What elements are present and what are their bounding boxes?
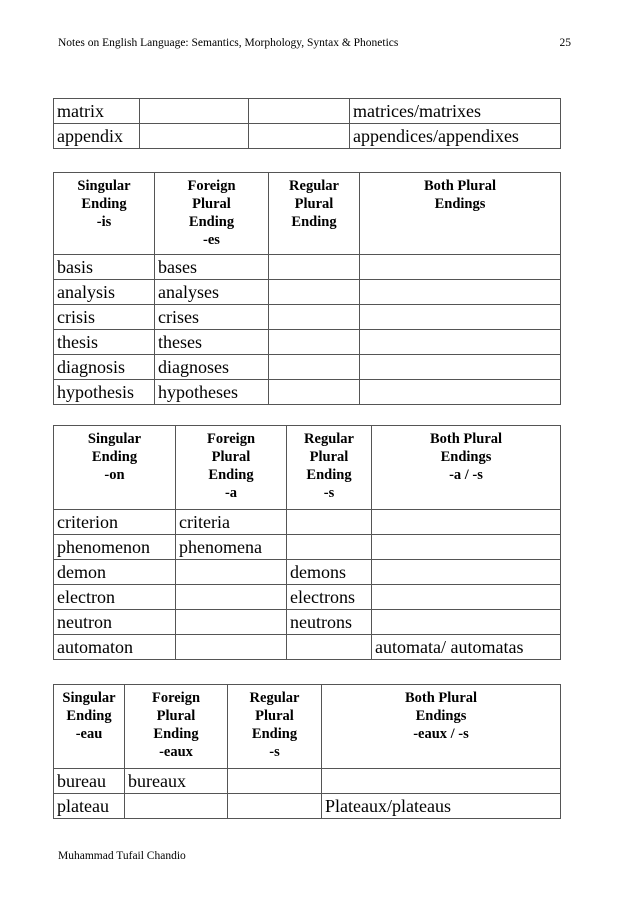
table-cell <box>269 380 360 405</box>
column-header <box>228 685 322 769</box>
header-row <box>54 173 561 255</box>
column-header-line: Ending <box>91 449 138 465</box>
column-header-line: Regular <box>304 431 354 447</box>
table-cell: matrix <box>54 99 140 124</box>
table-row <box>54 305 561 330</box>
column-header-line: Ending <box>81 196 127 212</box>
column-header-line: Plural <box>255 708 294 724</box>
column-header-line: Endings <box>440 449 492 465</box>
table-cell: demon <box>54 560 176 585</box>
table-row <box>54 124 561 149</box>
table-row <box>54 255 561 280</box>
table-cell <box>176 560 287 585</box>
plural-table-is <box>53 172 561 405</box>
table-cell <box>287 635 372 660</box>
column-header <box>287 426 372 510</box>
column-header <box>155 173 269 255</box>
page-header <box>58 37 574 53</box>
table-row <box>54 355 561 380</box>
table-cell <box>269 255 360 280</box>
column-header <box>360 173 561 255</box>
column-header-line: -is <box>96 214 112 230</box>
table-cell <box>360 305 561 330</box>
table-cell <box>176 635 287 660</box>
table-cell <box>372 560 561 585</box>
column-header-line: Regular <box>289 178 339 194</box>
column-header-line: Endings <box>415 708 467 724</box>
table-cell: phenomenon <box>54 535 176 560</box>
table-cell: electrons <box>287 585 372 610</box>
table-cell: appendices/appendixes <box>350 124 561 149</box>
table-row <box>54 585 561 610</box>
column-header-line: Ending <box>66 708 112 724</box>
column-header <box>322 685 561 769</box>
table-cell <box>125 794 228 819</box>
column-header-line: Plural <box>192 196 231 212</box>
column-header-line: Ending <box>251 726 298 742</box>
table-cell <box>360 255 561 280</box>
table-cell <box>140 124 249 149</box>
column-header-line: -eaux <box>159 744 193 760</box>
table-row <box>54 280 561 305</box>
table-cell <box>269 355 360 380</box>
table-cell <box>228 769 322 794</box>
column-header-line: -eaux / -s <box>413 726 469 742</box>
table-cell: bureau <box>54 769 125 794</box>
table-cell: demons <box>287 560 372 585</box>
column-header-line: Both Plural <box>404 690 478 706</box>
table-cell <box>360 280 561 305</box>
table-cell <box>269 305 360 330</box>
table-cell: hypothesis <box>54 380 155 405</box>
table-row <box>54 380 561 405</box>
table-row <box>54 535 561 560</box>
table-cell <box>372 585 561 610</box>
table-row <box>54 769 561 794</box>
table-cell: criterion <box>54 510 176 535</box>
header-row <box>54 685 561 769</box>
plural-table-continued <box>53 98 561 149</box>
plural-table-on <box>53 425 561 660</box>
table-cell <box>176 585 287 610</box>
table-cell: bureaux <box>125 769 228 794</box>
column-header <box>54 173 155 255</box>
column-header-line: Both Plural <box>429 431 503 447</box>
column-header-line: Ending <box>291 214 337 230</box>
table-cell <box>176 610 287 635</box>
table-cell: plateau <box>54 794 125 819</box>
table-cell: theses <box>155 330 269 355</box>
column-header-line: -s <box>323 485 335 501</box>
table-cell: appendix <box>54 124 140 149</box>
table-cell <box>372 510 561 535</box>
column-header-line: Ending <box>188 214 235 230</box>
table-row <box>54 99 561 124</box>
column-header-line: -s <box>269 744 280 760</box>
table-cell <box>360 355 561 380</box>
table-cell: basis <box>54 255 155 280</box>
table-row <box>54 610 561 635</box>
column-header-line: Endings <box>434 196 486 212</box>
table-cell: hypotheses <box>155 380 269 405</box>
column-header-line: Singular <box>77 178 131 194</box>
column-header-line: Plural <box>294 196 334 212</box>
table-cell <box>228 794 322 819</box>
table-cell <box>269 280 360 305</box>
column-header-line: -eau <box>75 726 103 742</box>
column-header <box>176 426 287 510</box>
column-header-line: -a <box>224 485 238 501</box>
table-row <box>54 635 561 660</box>
column-header-line: Ending <box>306 467 352 483</box>
column-header-line: Regular <box>249 690 300 706</box>
table-cell <box>287 535 372 560</box>
table-cell: diagnoses <box>155 355 269 380</box>
column-header-line: -on <box>104 467 125 483</box>
table-cell <box>372 535 561 560</box>
table-cell <box>322 769 561 794</box>
column-header-line: Plural <box>309 449 349 465</box>
table-cell: phenomena <box>176 535 287 560</box>
table-cell <box>372 610 561 635</box>
table-cell <box>269 330 360 355</box>
column-header <box>372 426 561 510</box>
table-cell <box>249 124 350 149</box>
table-cell <box>249 99 350 124</box>
table-cell: neutrons <box>287 610 372 635</box>
column-header-line: -es <box>203 232 220 248</box>
table-cell: bases <box>155 255 269 280</box>
table-row <box>54 560 561 585</box>
column-header-line: Singular <box>62 690 116 706</box>
table-row <box>54 510 561 535</box>
table-row <box>54 330 561 355</box>
table-cell: crisis <box>54 305 155 330</box>
column-header-line: Plural <box>156 708 196 724</box>
column-header-line: Both Plural <box>423 178 497 194</box>
table-cell: crises <box>155 305 269 330</box>
table-cell: automata/ automatas <box>372 635 561 660</box>
table-row <box>54 794 561 819</box>
header-row <box>54 426 561 510</box>
header-title: Notes on English Language: Semantics, Morphology, Syntax & Phonetics <box>58 37 399 49</box>
column-header-line: -a / -s <box>449 467 483 483</box>
table-cell: automaton <box>54 635 176 660</box>
table-cell: thesis <box>54 330 155 355</box>
table-cell: matrices/matrixes <box>350 99 561 124</box>
table-cell: analysis <box>54 280 155 305</box>
table-cell <box>287 510 372 535</box>
column-header-line: Foreign <box>187 178 236 194</box>
column-header <box>54 685 125 769</box>
page-number: 25 <box>559 37 571 49</box>
column-header-line: Ending <box>208 467 254 483</box>
column-header <box>269 173 360 255</box>
plural-table-eau <box>53 684 561 819</box>
page-footer: Muhammad Tufail Chandio <box>58 850 186 862</box>
column-header <box>54 426 176 510</box>
table-cell: electron <box>54 585 176 610</box>
table-cell: diagnosis <box>54 355 155 380</box>
table-cell <box>140 99 249 124</box>
table-cell: criteria <box>176 510 287 535</box>
table-cell: neutron <box>54 610 176 635</box>
column-header-line: Foreign <box>151 690 201 706</box>
table-cell: analyses <box>155 280 269 305</box>
column-header-line: Ending <box>153 726 199 742</box>
table-cell: Plateaux/plateaus <box>322 794 561 819</box>
table-cell <box>360 330 561 355</box>
column-header-line: Foreign <box>206 431 256 447</box>
column-header <box>125 685 228 769</box>
column-header-line: Singular <box>87 431 142 447</box>
table-cell <box>360 380 561 405</box>
column-header-line: Plural <box>211 449 251 465</box>
